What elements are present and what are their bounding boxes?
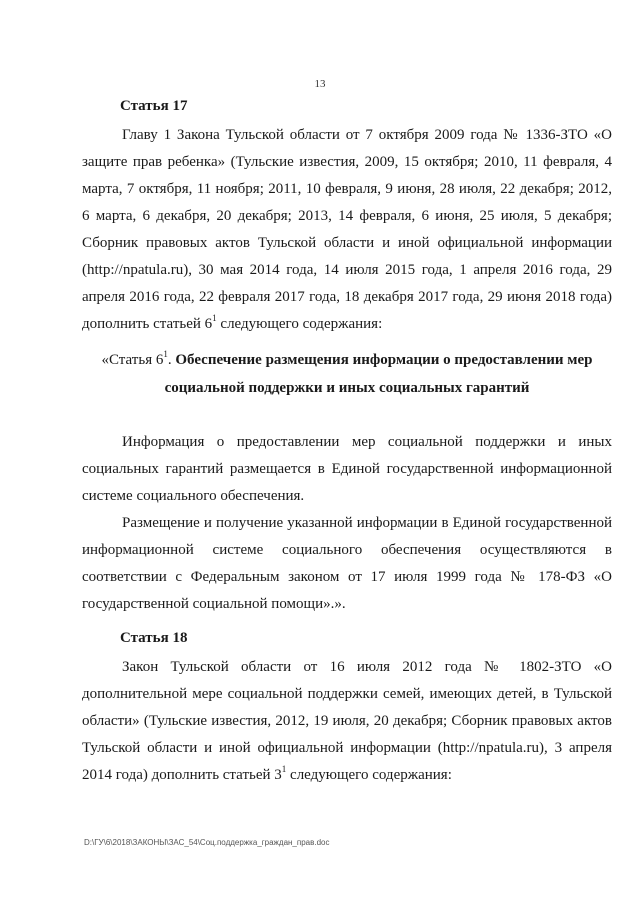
article-17-superscript: 1: [212, 313, 217, 323]
article-17-text-end: следующего содержания:: [216, 316, 383, 332]
new-article-paragraph-2: [82, 510, 612, 618]
new-article-prefix: «Статья 6: [101, 352, 164, 368]
new-article-paragraph-1-text: Информация о предоставлении мер социальной поддержки и иных социальных гарантий размещается в Единой государственной информационной системе социального обеспечения.: [82, 434, 612, 504]
page-number: 13: [314, 78, 326, 90]
new-article-dot: .: [167, 352, 176, 368]
new-article-title: [82, 346, 612, 402]
article-18-text-end: следующего содержания:: [286, 767, 452, 783]
article-18-heading: Статья 18: [120, 630, 188, 646]
article-17-heading: Статья 17: [120, 98, 188, 114]
new-article-superscript: 1: [163, 349, 168, 359]
article-18-text: Закон Тульской области от 16 июля 2012 года № 1802-ЗТО «О дополнительной мере социальной поддержки семей, имеющих детей, в Тульской области» (Тульские известия, 2012, 19 июля, 20 декабря; Сборник правовых актов Тульской области и иной официальной информации (http://npatula.ru), 3 апреля 2014 года) дополнить статьей 3: [82, 659, 612, 783]
footer-file-path: D:\ГУ\6\2018\ЗАКОНЫ\ЗАС_54\Соц.поддержка_граждан_прав.doc: [84, 838, 330, 847]
new-article-paragraph-1: [82, 429, 612, 510]
new-article-paragraph-2-text: Размещение и получение указанной информации в Единой государственной информационной системе социального обеспечения осуществляются в соответствии с Федеральным законом от 17 июля 1999 года № 178-ФЗ «О государственной социальной помощи».».: [82, 515, 612, 612]
article-18-body: [82, 654, 612, 789]
article-17-text: Главу 1 Закона Тульской области от 7 октября 2009 года № 1336-ЗТО «О защите прав ребенка» (Тульские известия, 2009, 15 октября; 2010, 11 февраля, 4 марта, 7 октября, 11 ноября; 2011, 10 февраля, 9 июня, 28 июля, 22 декабря; 2012, 6 марта, 6 декабря, 20 декабря; 2013, 14 февраля, 6 июня, 25 июля, 5 декабря; Сборник правовых актов Тульской области и иной официальной информации (http://npatula.ru), 30 мая 2014 года, 14 июля 2015 года, 1 апреля 2016 года, 29 апреля 2016 года, 22 февраля 2017 года, 18 декабря 2017 года, 29 июня 2018 года) дополнить статьей 6: [82, 127, 612, 332]
article-17-body: [82, 122, 612, 338]
article-18-superscript: 1: [281, 764, 287, 774]
new-article-name: Обеспечение размещения информации о предоставлении мер социальной поддержки и иных социальных гарантий: [164, 352, 593, 396]
